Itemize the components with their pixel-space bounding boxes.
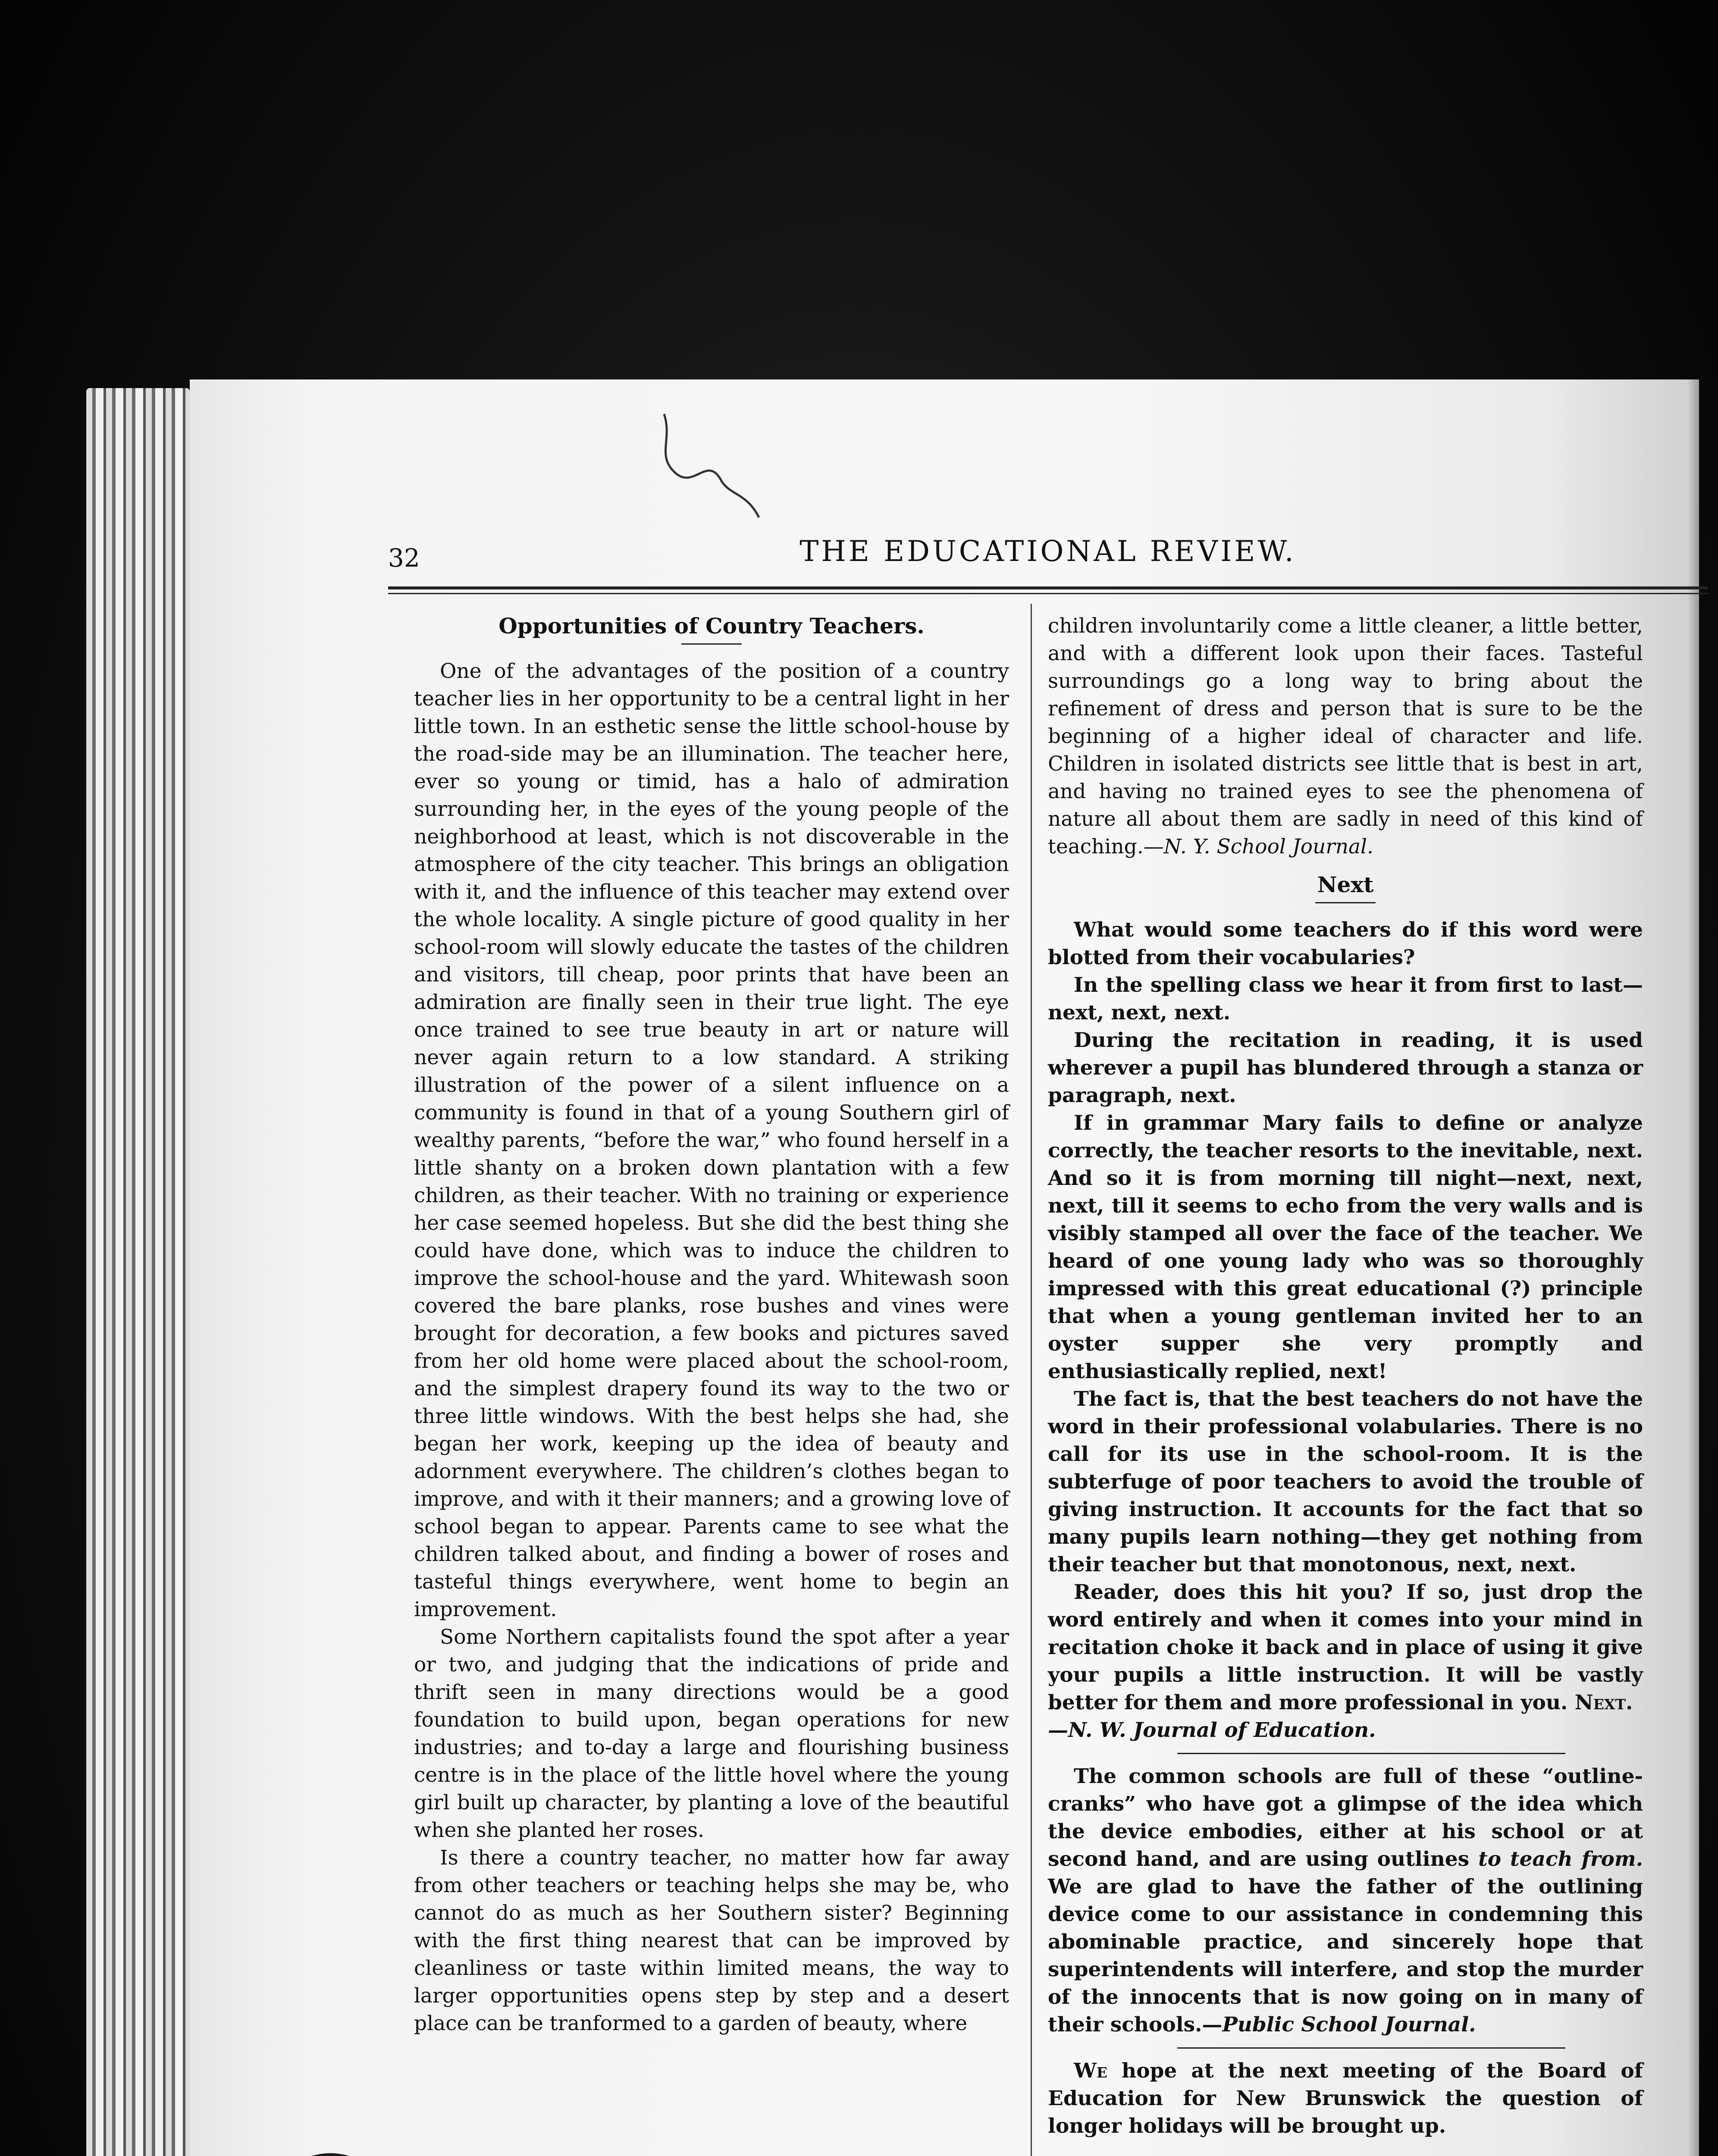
article-source: —N. W. Journal of Education. (1048, 1718, 1376, 1742)
section-rule (1177, 1753, 1565, 1754)
page-gutter-shadow (1686, 379, 1699, 2156)
right-column (1048, 612, 1643, 2140)
article-paragraph (1048, 1579, 1643, 1717)
journal-title: THE EDUCATIONAL REVIEW. (799, 535, 1296, 568)
article-paragraph: The fact is, that the best teachers do not have the word in their professional volabularies. There is no call for its use in the school-room. It is the subterfuge of poor teachers to avoid the trouble of giving instruction. It accounts for the fact that so many pupils learn nothing—they get nothing from their teacher but that monotonous, next, next. (1048, 1387, 1643, 1576)
pencil-scribble-mark (647, 405, 776, 526)
article-paragraph (1048, 1763, 1643, 2039)
book-page-edges (86, 388, 190, 2156)
book-page (190, 379, 1699, 2156)
running-head (388, 535, 1708, 582)
column-divider (1031, 604, 1032, 2156)
article-paragraph: One of the advantages of the position of a country teacher lies in her opportunity to be a central light in her little town. In an esthetic sense the little school-house by the road-side may be an illumination. The teacher here, ever so young or timid, has a halo of admiration surrounding her, in the eyes of the young people of the neighborhood at least, which is not discoverable in the atmosphere of the city teacher. This brings an obligation with it, and the influence of this teacher may extend over the whole locality. A single picture of good quality in her school-room will slowly educate the tastes of the children and visitors, till cheap, poor prints that have been an admiration are finally seen in their true light. The eye once trained to see true beauty in art or nature will never again return to a low standard. A striking illustration of the power of a silent influence on a community is found in that of a young Southern girl of wealthy parents, “before the war,” who found herself in a little shanty on a broken down plantation with a few children, as their teacher. With no training or experience her case seemed hopeless. But she did the best thing she could have done, which was to induce the children to improve the school-house and the yard. Whitewash soon covered the bare planks, rose bushes and vines were brought for decoration, a few books and pictures saved from her old home were placed about the school-room, and the simplest drapery found its way to the two or three little windows. With the best helps she had, she began her work, keeping up the idea of beauty and adornment everywhere. The children’s clothes began to improve, and with it their manners; and a growing love of school began to appear. Parents came to see what the children talked about, and finding a bower of roses and tasteful things everywhere, went home to begin an improvement. (414, 659, 1009, 1621)
article-continuation (1048, 612, 1643, 861)
article-title: Opportunities of Country Teachers. (498, 613, 925, 639)
header-double-rule (388, 586, 1708, 594)
italic-phrase: to teach from. (1478, 1847, 1643, 1871)
article-paragraph: If in grammar Mary fails to define or analyze correctly, the teacher resorts to the inevitable, next. And so it is from morning till night—next, next, next, till it seems to echo from the very walls and is visibly stamped all over the face of the teacher. We heard of one young lady who was so thoroughly impressed with this great educational (?) principle that when a young gentleman invited her to an oyster supper she very promptly and enthusiastically replied, next! (1048, 1111, 1643, 1383)
article-source: N. Y. School Journal. (1163, 835, 1373, 859)
article-source: Public School Journal. (1222, 2013, 1476, 2037)
article-paragraph: Is there a country teacher, no matter how far away from other teachers or teaching helps she may be, who cannot do as much as her Southern sister? Beginning with the first thing nearest that can be improved by cleanliness or taste within limited means, the way to larger opportunities opens step by step and a desert place can be tranformed to a garden of beauty, where (414, 1846, 1009, 2035)
closing-word: Next. (1574, 1691, 1633, 1714)
lead-word: We (1074, 2059, 1107, 2083)
article-paragraph: During the recitation in reading, it is used wherever a pupil has blundered through a stanza or paragraph, next. (1048, 1028, 1643, 1107)
continuation-text: children involuntarily come a little cleaner, a little better, and with a different look upon their faces. Tasteful surroundings go a long way to bring about the refinement of dress and person that is sure to be the beginning of a higher ideal of character and life. Children in isolated districts see little that is best in art, and having no trained eyes to see the phenomena of nature all about them are sadly in need of this kind of teaching.— (1048, 614, 1643, 859)
paragraph-text: Reader, does this hit you? If so, just drop the word entirely and when it comes into your mind in recitation choke it back and in place of using it give your pupils a little instruction. It will be vastly better for them and more professional in you. (1048, 1580, 1643, 1714)
paragraph-text: We are glad to have the father of the outlining device come to our assistance in condemning this abominable practice, and sincerely hope that superintendents will interfere, and stop the murder of the innocents that is now going on in many of their schools.— (1048, 1875, 1643, 2037)
article-paragraph (1048, 2057, 1643, 2140)
article-paragraph: Some Northern capitalists found the spot after a year or two, and judging that the indications of pride and thrift seen in many directions would be a good foundation to build upon, began operations for new industries; and to-day a large and flourishing business centre is in the place of the little hovel where the young girl built up character, by planting a love of the beautiful when she planted her roses. (414, 1625, 1009, 1842)
paragraph-text: hope at the next meeting of the Board of Education for New Brunswick the question of longer holidays will be brought up. (1048, 2059, 1643, 2138)
article-title: Next (1317, 872, 1374, 897)
paragraph-text: The common schools are full of these “outline-cranks” who have got a glimpse of the idea which the device embodies, either at his school or at second hand, and are using outlines (1048, 1764, 1643, 1871)
article-paragraph: What would some teachers do if this word were blotted from their vocabularies? (1048, 918, 1643, 969)
title-rule (681, 643, 742, 645)
section-rule (1177, 2047, 1565, 2049)
page-number: 32 (388, 543, 420, 573)
title-rule (1315, 902, 1376, 903)
article-paragraph: In the spelling class we hear it from first to last—next, next, next. (1048, 973, 1643, 1025)
left-column (414, 612, 1009, 2037)
